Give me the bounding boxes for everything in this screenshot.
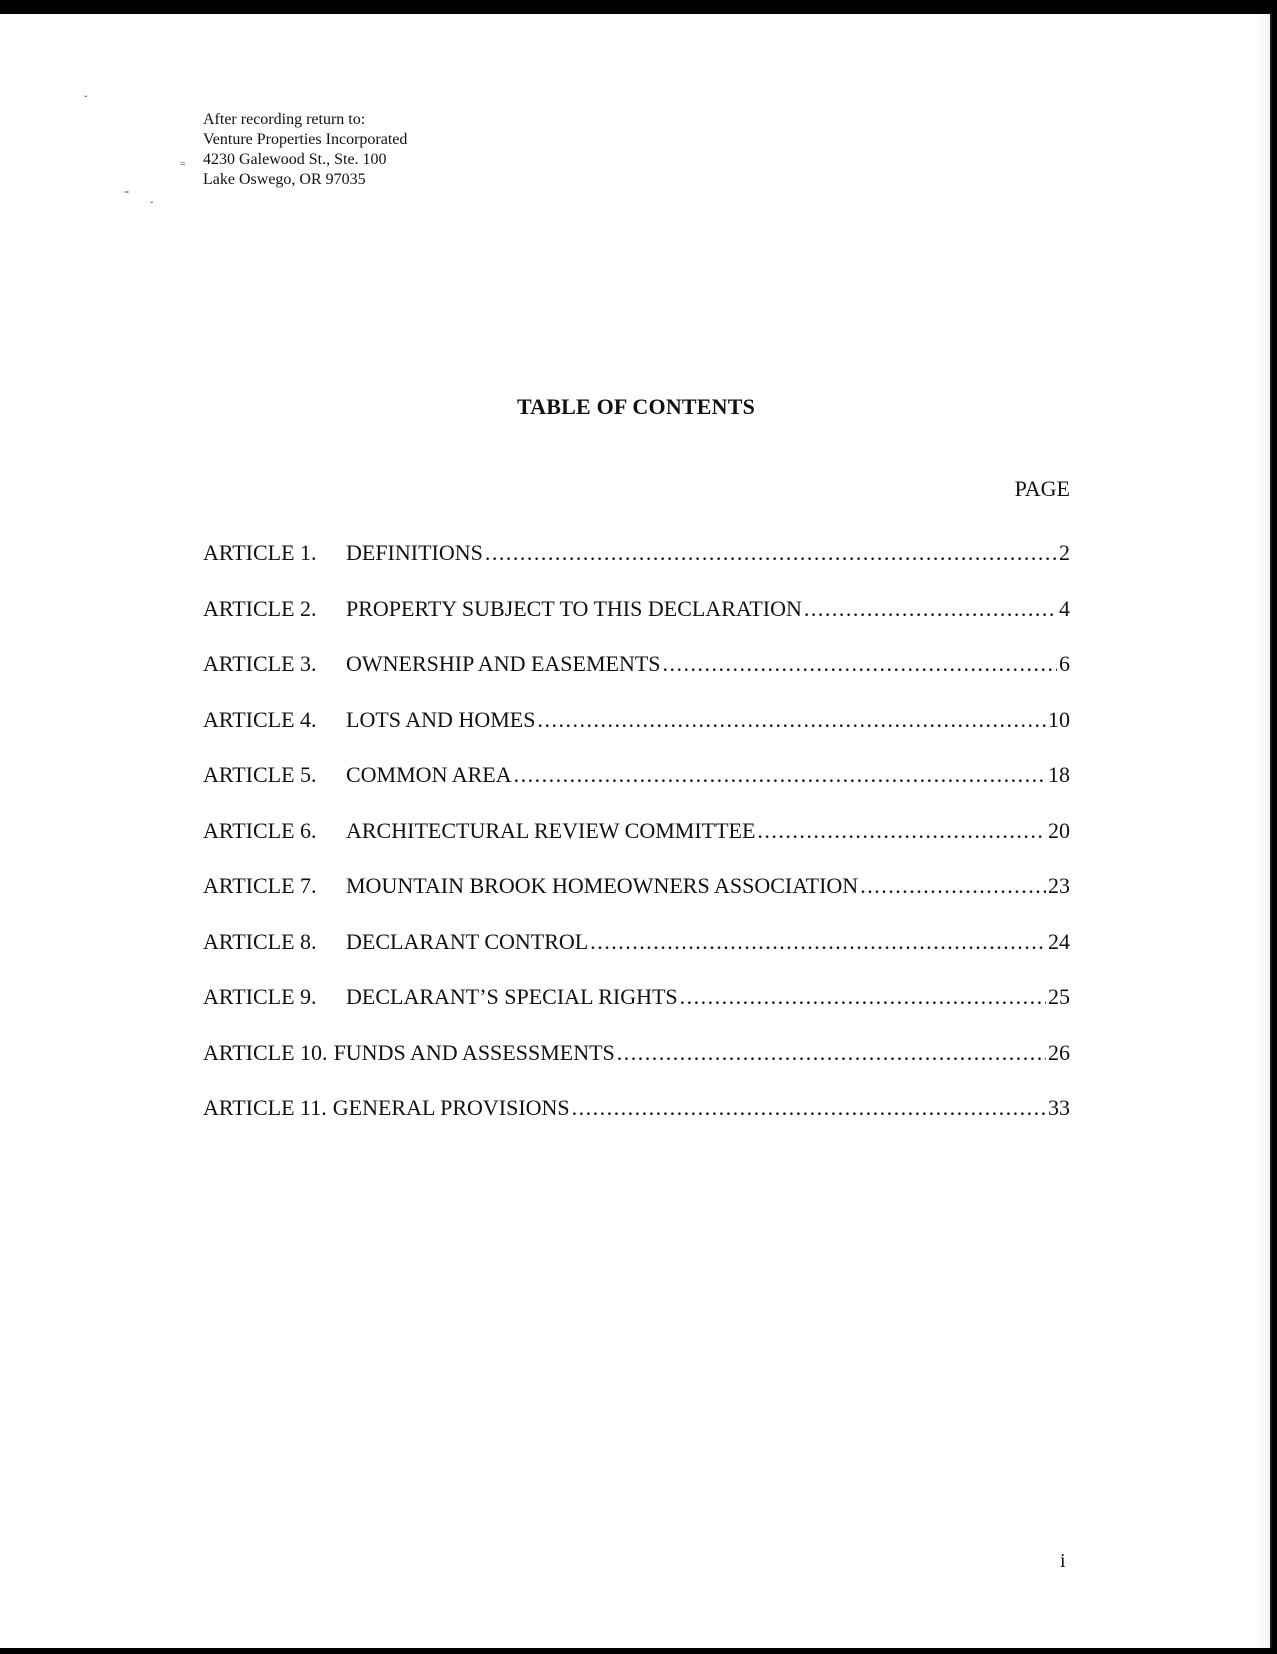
- return-address-line: Lake Oswego, OR 97035: [203, 171, 366, 188]
- toc-entry-title: FUNDS AND ASSESSMENTS: [333, 1039, 615, 1065]
- toc-entry-title: MOUNTAIN BROOK HOMEOWNERS ASSOCIATION: [346, 873, 859, 898]
- toc-entry-page: 33: [1048, 1095, 1070, 1120]
- toc-entry-title: LOTS AND HOMES: [346, 706, 536, 732]
- toc-dot-leader: [590, 929, 1046, 955]
- toc-entry-number: ARTICLE 9.: [203, 984, 317, 1009]
- document-page: [0, 14, 1272, 1648]
- toc-entry: [203, 929, 1070, 985]
- toc-entry-title: GENERAL PROVISIONS: [332, 1095, 570, 1120]
- toc-entry-title: PROPERTY SUBJECT TO THIS DECLARATION: [346, 595, 802, 621]
- return-address-line: 4230 Galewood St., Ste. 100: [203, 151, 387, 168]
- toc-entry-title: DECLARANT’S SPECIAL RIGHTS: [346, 984, 678, 1009]
- toc-dot-leader: [485, 540, 1057, 566]
- scan-speck: ˇ: [150, 201, 154, 212]
- toc-entry: [203, 984, 1070, 1040]
- toc-entry-title: DECLARANT CONTROL: [346, 928, 589, 954]
- toc-entry-page: 23: [1048, 873, 1070, 898]
- toc-entry-number: ARTICLE 6.: [203, 817, 317, 843]
- toc-heading: TABLE OF CONTENTS: [516, 394, 756, 419]
- toc-entry-number: ARTICLE 7.: [203, 873, 317, 898]
- toc-dot-leader: [514, 762, 1046, 788]
- toc-entry: [203, 1040, 1070, 1096]
- toc-entry-number: ARTICLE 3.: [203, 651, 317, 676]
- toc-entry-number: ARTICLE 5.: [203, 762, 317, 787]
- toc-dot-leader: [860, 873, 1046, 899]
- toc-entry-number: ARTICLE 8.: [203, 928, 317, 954]
- toc-entry: [203, 540, 1070, 596]
- toc-entry-page: 18: [1048, 762, 1070, 787]
- toc-list: [203, 540, 1070, 1151]
- return-address-line: After recording return to:: [203, 111, 366, 128]
- return-address-block: [203, 110, 407, 190]
- toc-dot-leader: [663, 651, 1057, 677]
- toc-entry-page: 24: [1048, 928, 1070, 954]
- scan-speck: =: [180, 159, 186, 170]
- page-folio: i: [1060, 1550, 1066, 1572]
- toc-dot-leader: [572, 1095, 1046, 1121]
- scan-speck: ˇ: [84, 95, 88, 106]
- toc-page-column-header: PAGE: [1014, 476, 1070, 501]
- toc-dot-leader: [804, 596, 1057, 622]
- toc-entry-page: 10: [1048, 706, 1070, 732]
- toc-entry-page: 2: [1059, 540, 1070, 565]
- toc-entry: [203, 651, 1070, 707]
- toc-entry-page: 26: [1048, 1039, 1070, 1065]
- return-address-line: Venture Properties Incorporated: [203, 131, 408, 148]
- toc-entry-page: 25: [1048, 984, 1070, 1009]
- toc-entry-title: DEFINITIONS: [346, 540, 483, 565]
- toc-entry: [203, 818, 1070, 874]
- toc-entry: [203, 596, 1070, 652]
- toc-entry: [203, 707, 1070, 763]
- toc-entry: [203, 762, 1070, 818]
- toc-entry-page: 6: [1059, 651, 1070, 676]
- toc-entry-title: ARCHITECTURAL REVIEW COMMITTEE: [346, 817, 756, 843]
- toc-entry: [203, 873, 1070, 929]
- toc-dot-leader: [680, 984, 1046, 1010]
- toc-entry-number: ARTICLE 1.: [203, 540, 317, 565]
- toc-dot-leader: [757, 818, 1046, 844]
- toc-entry-number: ARTICLE 4.: [203, 706, 317, 732]
- toc-dot-leader: [537, 707, 1046, 733]
- toc-entry-page: 4: [1059, 595, 1070, 621]
- toc-entry: [203, 1095, 1070, 1151]
- toc-entry-number: ARTICLE 10.: [203, 1039, 328, 1065]
- toc-entry-number: ARTICLE 11.: [203, 1095, 327, 1120]
- toc-entry-page: 20: [1048, 817, 1070, 843]
- toc-entry-title: COMMON AREA: [346, 762, 512, 787]
- toc-entry-title: OWNERSHIP AND EASEMENTS: [346, 651, 661, 676]
- toc-entry-number: ARTICLE 2.: [203, 595, 317, 621]
- scan-speck: ⁼: [124, 189, 130, 200]
- toc-dot-leader: [617, 1040, 1046, 1066]
